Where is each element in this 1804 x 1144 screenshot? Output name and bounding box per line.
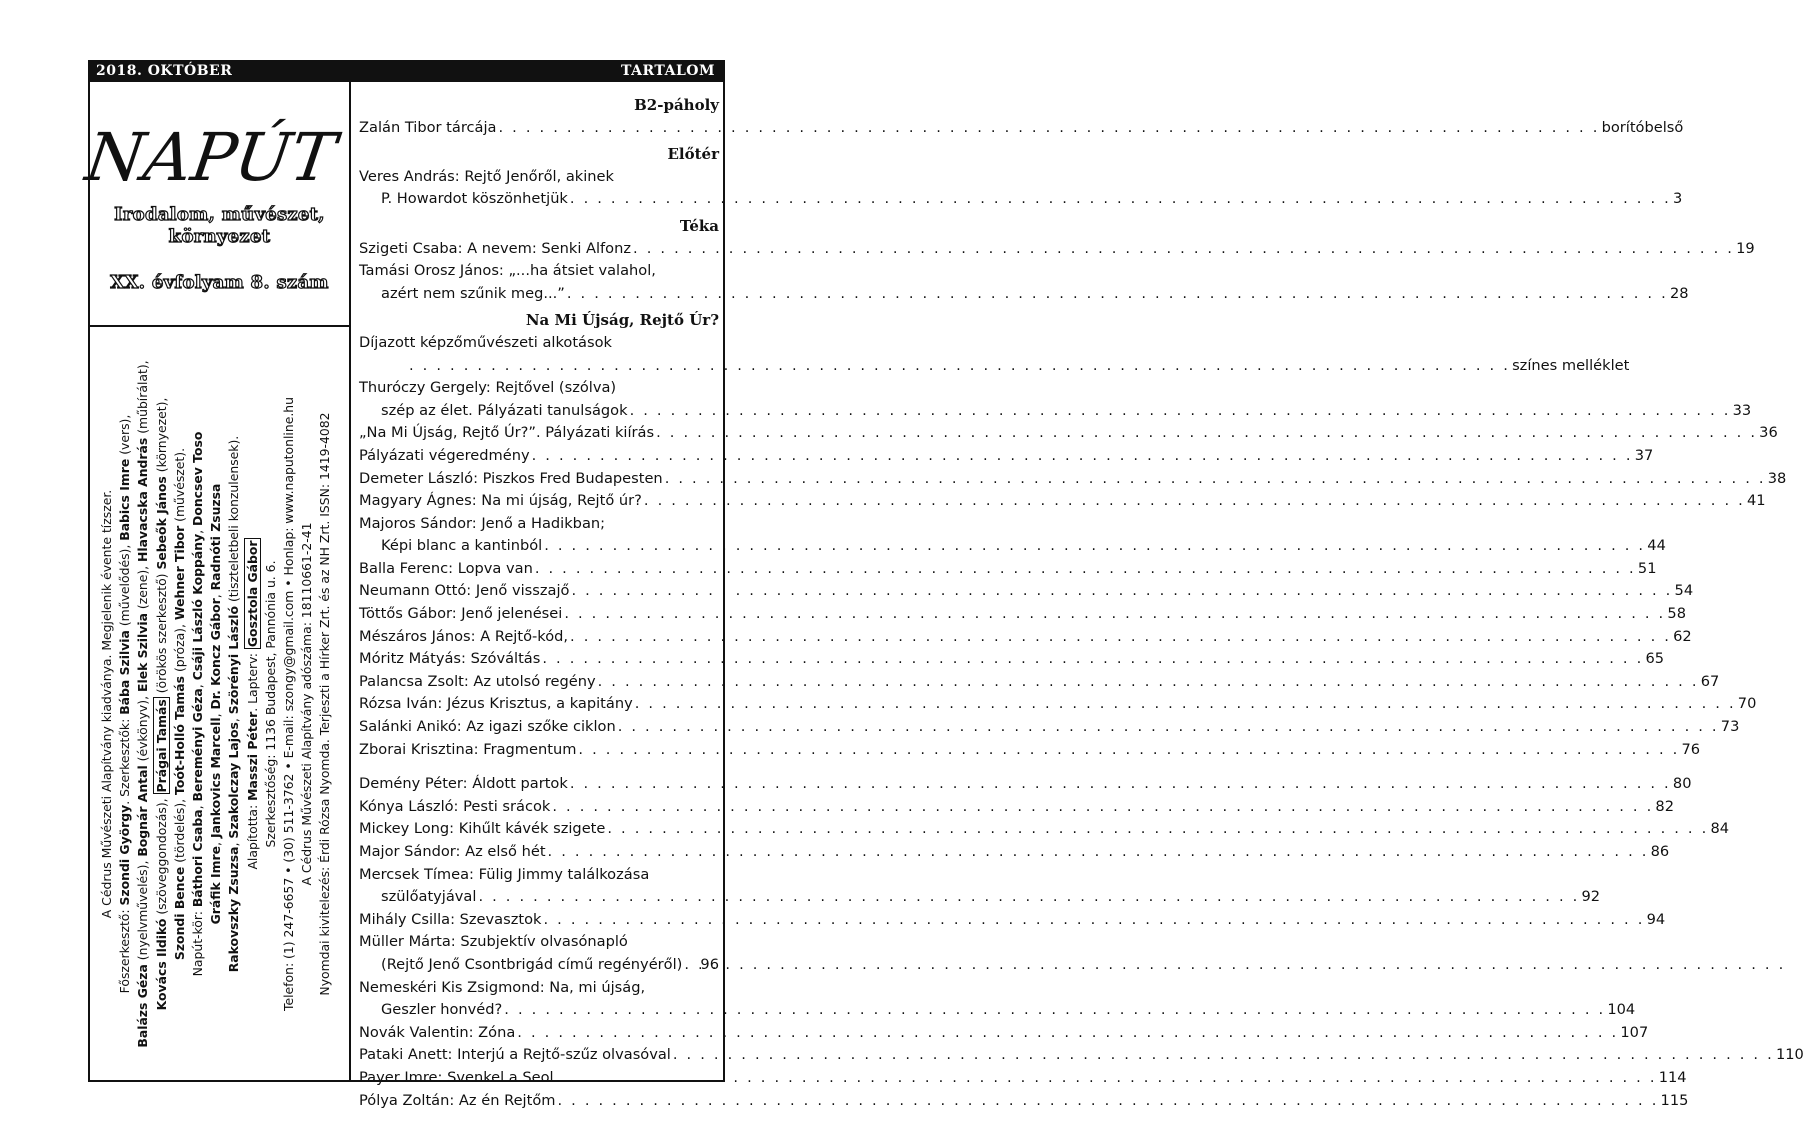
toc-entry: Palancsa Zsolt: Az utolsó regény . . . 67 <box>359 671 719 694</box>
issue-number: XX. évfolyam 8. szám <box>110 272 329 293</box>
imprint-line: Napút-kör: Báthori Csaba, Bereményi Géza, Csáji László Koppány, Doncsev Toso <box>190 431 206 977</box>
toc-entry: Demeter László: Piszkos Fred Budapesten . . . 38 <box>359 468 719 491</box>
toc-entry: Pataki Anett: Interjú a Rejtő-szűz olvasóval . . . 110 <box>359 1044 719 1067</box>
toc-entry: Zborai Krisztina: Fragmentum . . . 76 <box>359 739 719 762</box>
toc-entry: Major Sándor: Az első hét . . . 86 <box>359 841 719 864</box>
toc-entry: Pályázati végeredmény . . . 37 <box>359 445 719 468</box>
magazine-subtitle: Irodalom, művészet, környezet <box>114 204 325 247</box>
toc-entry-line: Díjazott képzőművészeti alkotások <box>359 333 612 351</box>
page-frame <box>81 60 1804 1109</box>
toc-entry: Demény Péter: Áldott partok . . . 80 <box>359 773 719 796</box>
toc-entry-line: Majoros Sándor: Jenő a Hadikban; <box>359 514 606 532</box>
toc-entry: Zalán Tibor tárcája . . . borítóbelső <box>359 117 719 140</box>
toc-entry: Móritz Mátyás: Szóváltás . . . 65 <box>359 648 719 671</box>
column-divider <box>349 82 351 1080</box>
logo-text: NAPÚT <box>81 118 341 196</box>
section-title: TARTALOM <box>621 63 715 79</box>
section-heading: Téka <box>679 216 719 235</box>
toc-entry: (Rejtő Jenő Csontbrigád című regényéről) . . . 96 <box>359 954 719 977</box>
toc-entry: Balla Ferenc: Lopva van . . . 51 <box>359 558 719 581</box>
imprint-text <box>98 334 335 1074</box>
imprint-line: Gráfik Imre, Jankovics Marcell, Dr. Koncz Gábor, Radnóti Zsuzsa <box>208 483 224 925</box>
toc-entry-line: Nemeskéri Kis Zsigmond: Na, mi újság, <box>359 978 646 996</box>
section-heading: Na Mi Újság, Rejtő Úr? <box>525 311 719 330</box>
section-heading: Előtér <box>667 145 719 164</box>
toc-entry: Geszler honvéd? . . . 104 <box>359 999 719 1022</box>
toc-entry-line: Mercsek Tímea: Fülig Jimmy találkozása <box>359 865 650 883</box>
toc-entry: Képi blanc a kantinból . . . 44 <box>359 535 719 558</box>
toc-entry: . . . színes melléklet <box>359 355 719 378</box>
toc-entry: Salánki Anikó: Az igazi szőke ciklon . . . 73 <box>359 716 719 739</box>
table-of-contents <box>359 94 1804 1112</box>
header-bar <box>90 62 723 82</box>
imprint-line: Telefon: (1) 247-6657 • (30) 511-3762 • E-mail: szongy@gmail.com • Honlap: www.naputonline.hu <box>281 397 297 1011</box>
toc-entry: Novák Valentin: Zóna . . . 107 <box>359 1022 719 1045</box>
toc-entry: Magyary Ágnes: Na mi újság, Rejtő úr? . . . 41 <box>359 490 719 513</box>
section-heading: B2-páholy <box>634 96 719 114</box>
imprint-line: A Cédrus Művészeti Alapítvány kiadványa. Megjelenik évente tízszer. <box>99 489 114 919</box>
toc-entry: Neumann Ottó: Jenő visszajő . . . 54 <box>359 580 719 603</box>
toc-entry-line: Müller Márta: Szubjektív olvasónapló <box>359 933 628 951</box>
toc-entry: Kónya László: Pesti srácok . . . 82 <box>359 796 719 819</box>
imprint-line: Rakovszky Zsuzsa, Szakolczay Lajos, Szörényi László (tiszteletbeli konzulensek). <box>226 435 242 973</box>
toc-entry: Rózsa Iván: Jézus Krisztus, a kapitány . . . 70 <box>359 693 719 716</box>
imprint-line: Alapította: Masszi Péter. Lapterv: Gosztola Gábor <box>244 540 260 870</box>
naput-logo <box>81 92 349 202</box>
toc-entry: Szigeti Csaba: A nevem: Senki Alfonz . . . 19 <box>359 238 719 261</box>
spacer <box>359 761 719 773</box>
imprint-line: Balázs Géza (nyelvművelés), Bognár Antal (évkönyv), Elek Szilvia (zene), Hlavacska András (műbírálat), <box>135 360 151 1048</box>
toc-entry: Mészáros János: A Rejtő-kód, . . . 62 <box>359 626 719 649</box>
toc-entry: Mickey Long: Kihűlt kávék szigete . . . 84 <box>359 818 719 841</box>
toc-entry-line: Veres András: Rejtő Jenőről, akinek <box>359 167 614 185</box>
toc-entry: Payer Imre: Svenkel a Seol . . . 114 <box>359 1067 719 1090</box>
toc-entry: Töttős Gábor: Jenő jelenései . . . 58 <box>359 603 719 626</box>
toc-entry: Pólya Zoltán: Az én Rejtőm . . . 115 <box>359 1090 719 1113</box>
imprint-line: Szerkesztőség: 1136 Budapest, Pannónia u. 6. <box>262 560 278 848</box>
imprint-line: Szondi Bence (tördelés), Toót-Holló Tamás (próza), Wehner Tibor (művészet). <box>171 447 187 961</box>
toc-entry: azért nem szűnik meg...” . . . 28 <box>359 283 719 306</box>
toc-entry: P. Howardot köszönhetjük . . . 3 <box>359 188 719 211</box>
toc-entry: szép az élet. Pályázati tanulságok . . . 33 <box>359 400 719 423</box>
issue-date: 2018. OKTÓBER <box>96 63 233 79</box>
imprint-line: Főszerkesztő: Szondi György. Szerkesztők: Bába Szilvia (művelődés), Babics Imre (vers), <box>117 414 133 994</box>
toc-entry-line: Tamási Orosz János: „...ha átsiet valahol, <box>359 262 656 280</box>
imprint-panel <box>90 327 349 1082</box>
toc-entry: szülőatyjával . . . 92 <box>359 886 719 909</box>
imprint-line: A Cédrus Művészeti Alapítvány adószáma: 18110661-2-41 <box>299 522 315 886</box>
toc-entry: Mihály Csilla: Szevasztok . . . 94 <box>359 909 719 932</box>
imprint-line: Nyomdai kivitelezés: Érdi Rózsa Nyomda. Terjeszti a Hírker Zrt. és az NH Zrt. ISSN: 1419-4082 <box>317 412 333 996</box>
toc-entry-line: Thuróczy Gergely: Rejtővel (szólva) <box>359 379 617 397</box>
imprint-line: Kovács Ildikó (szöveggondozás), Prágai Tamás (örökös szerkesztő) Sebeők János (környezet), <box>153 397 169 1011</box>
toc-entry: „Na Mi Újság, Rejtő Úr?”. Pályázati kiírás . . . 36 <box>359 422 719 445</box>
